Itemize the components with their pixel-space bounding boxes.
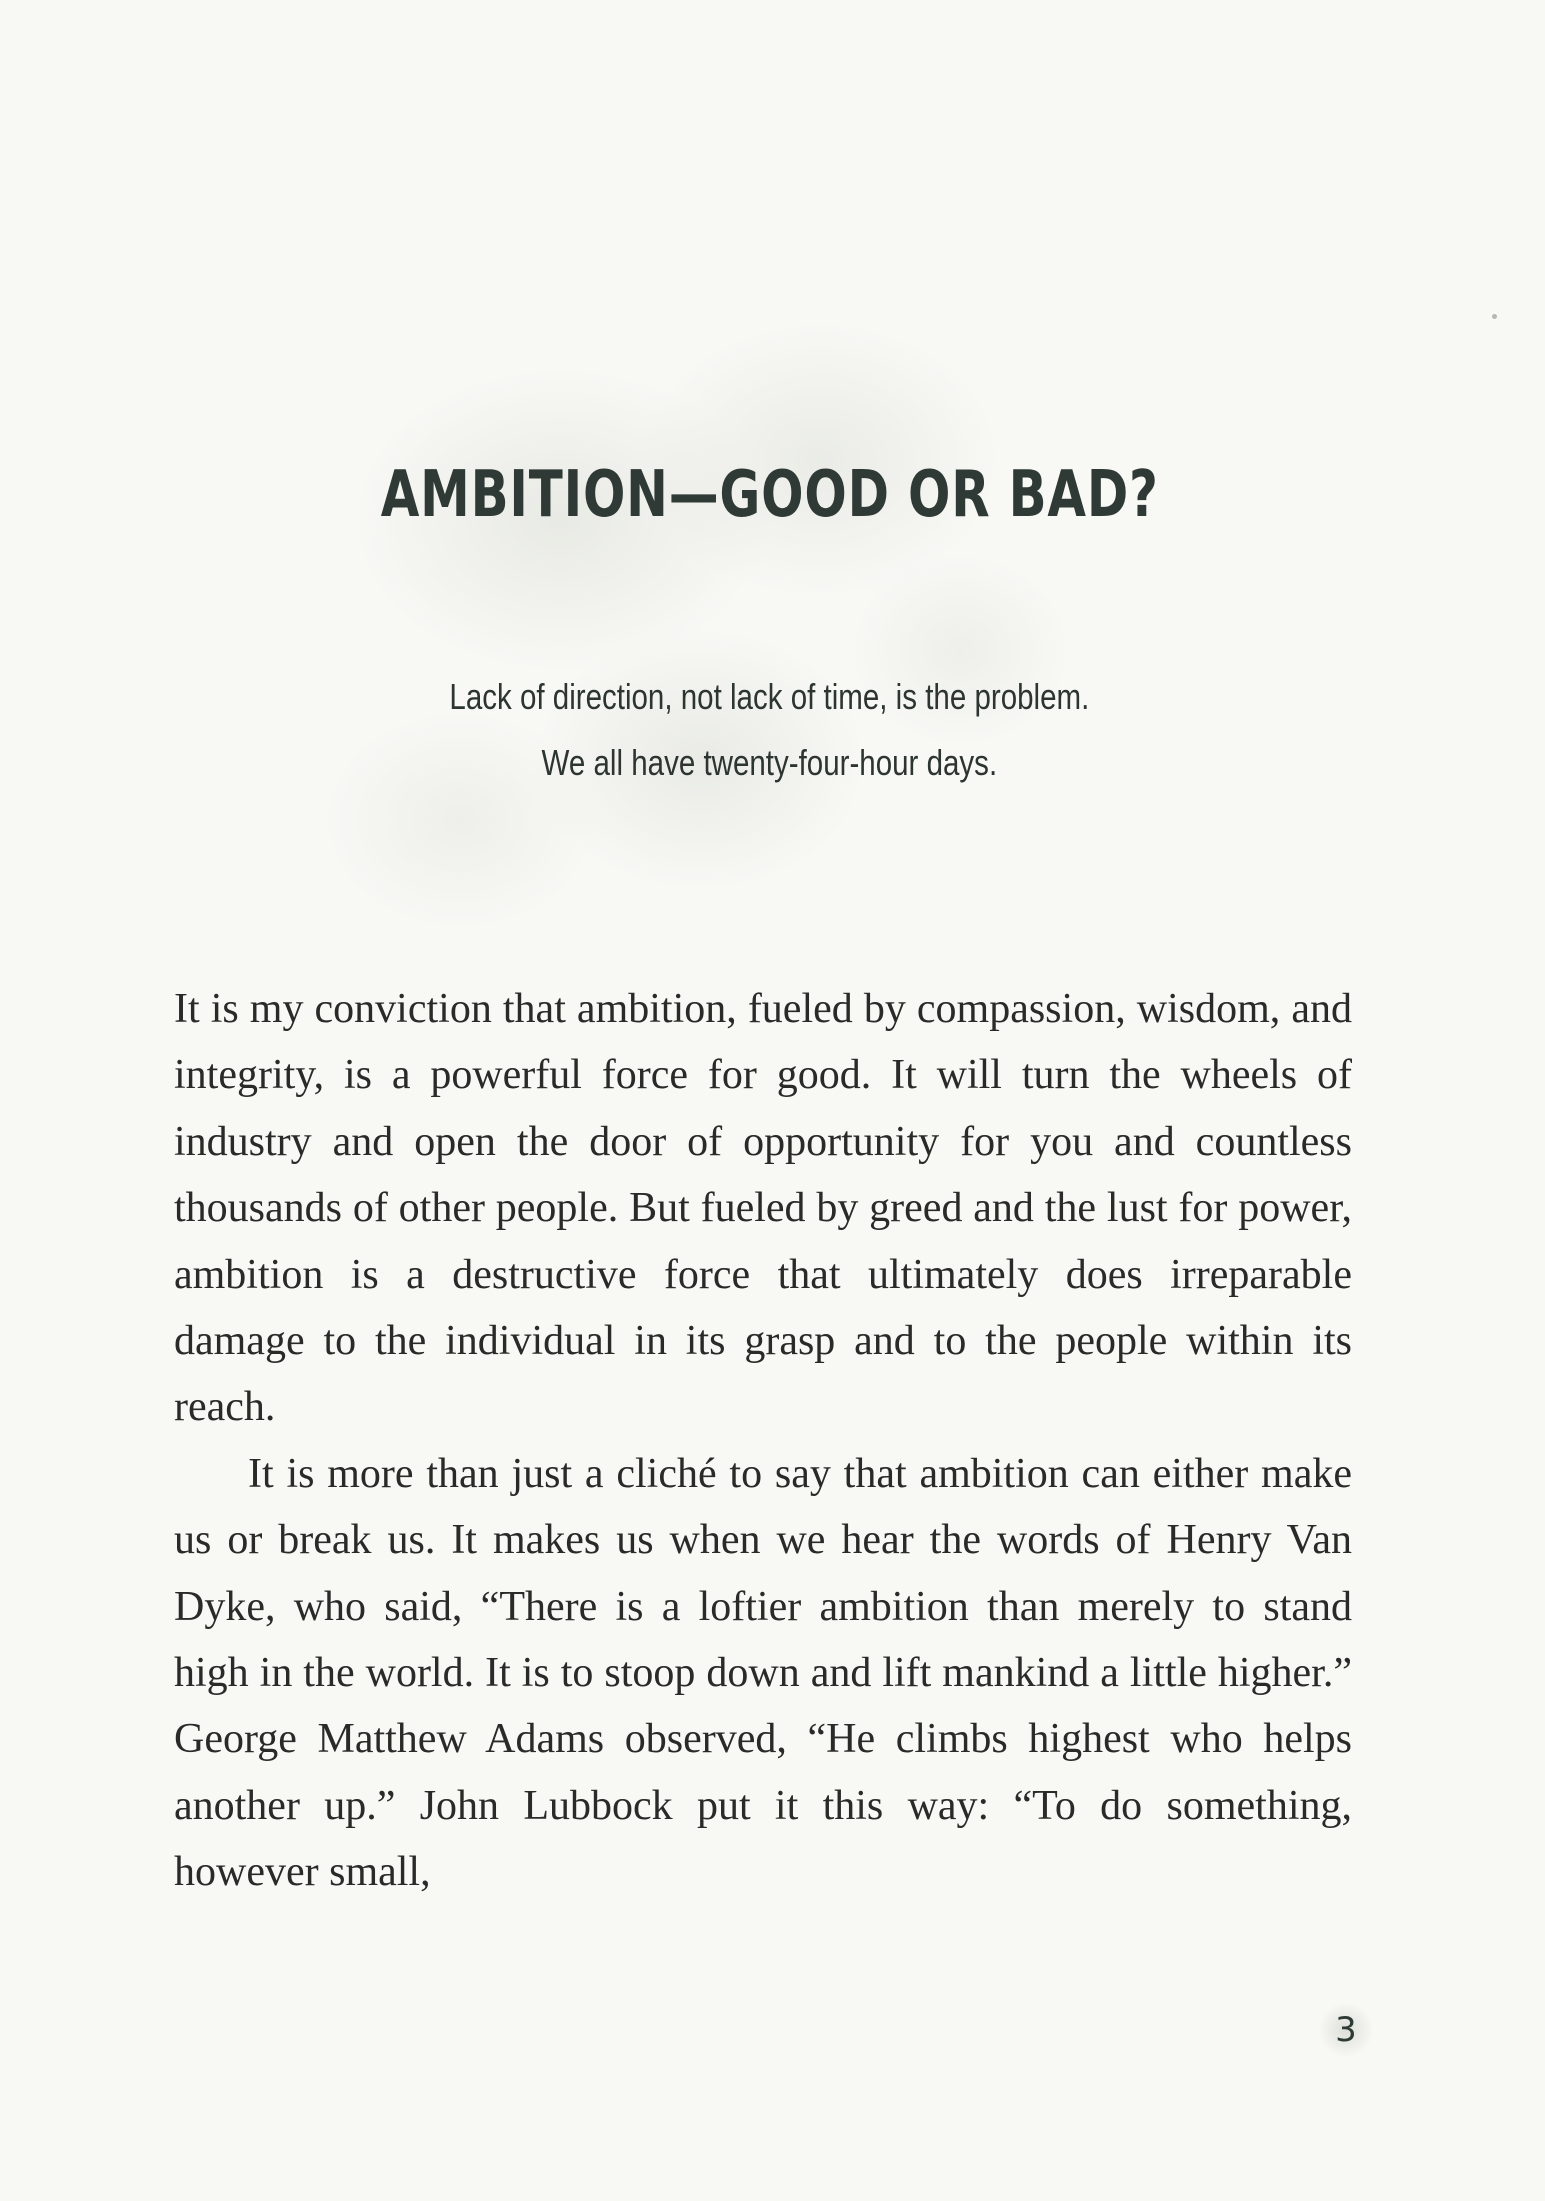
body-paragraph: It is more than just a cliché to say that ambition can either make us or break us. It makes us when we hear the words of Henry Van Dyke, who said, “There is a loftier ambition than merely to stand high in the world. It is to stoop down and lift mankind a little higher.” George Matthew Adams observed, “He climbs highest who helps another up.” John Lubbock put it this way: “To do something, however small, [174,1450,1352,1896]
epigraph [136,664,1403,796]
epigraph-line: We all have twenty-four-hour days. [541,742,998,783]
epigraph-line: Lack of direction, not lack of time, is the problem. [449,676,1090,717]
body-text [174,976,1352,1906]
page-number: 3 [1318,2002,1374,2058]
paper-speck [1492,314,1497,319]
body-paragraph: It is my conviction that ambition, fueled by compassion, wisdom, and integrity, is a powerful force for good. It will turn the wheels of industry and open the door of opportunity for you and countless thousands of other people. But fueled by greed and the lust for power, ambition is a destructive force that ultimately does irreparable damage to the individual in its grasp and to the people within its reach. [174,986,1352,1431]
chapter-title: AMBITION—GOOD OR BAD? [380,458,1159,532]
